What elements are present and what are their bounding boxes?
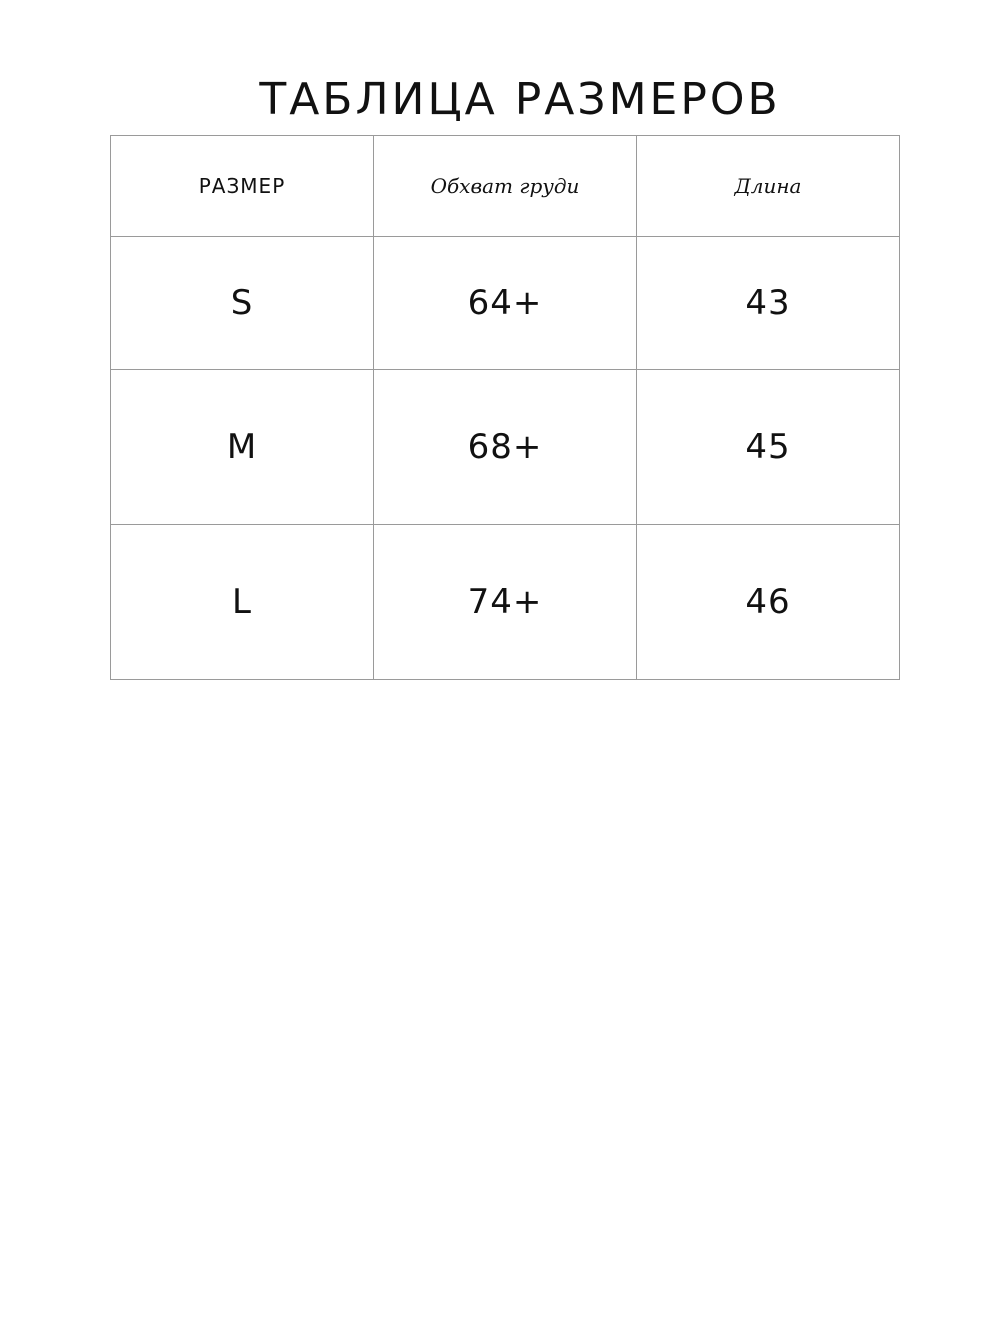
table-header-row — [111, 136, 900, 237]
cell-length: 45 — [637, 370, 900, 525]
cell-chest: 74+ — [374, 525, 637, 680]
cell-length: 43 — [637, 237, 900, 370]
table-row — [111, 370, 900, 525]
header-length: Длина — [637, 136, 900, 237]
cell-length: 46 — [637, 525, 900, 680]
cell-chest: 64+ — [374, 237, 637, 370]
cell-size: L — [111, 525, 374, 680]
table-row — [111, 525, 900, 680]
header-size: РАЗМЕР — [111, 136, 374, 237]
cell-size: S — [111, 237, 374, 370]
cell-size: M — [111, 370, 374, 525]
size-table — [110, 135, 900, 680]
cell-chest: 68+ — [374, 370, 637, 525]
page-title: ТАБЛИЦА РАЗМЕРОВ — [259, 74, 781, 125]
header-chest: Обхват груди — [374, 136, 637, 237]
table-row — [111, 237, 900, 370]
